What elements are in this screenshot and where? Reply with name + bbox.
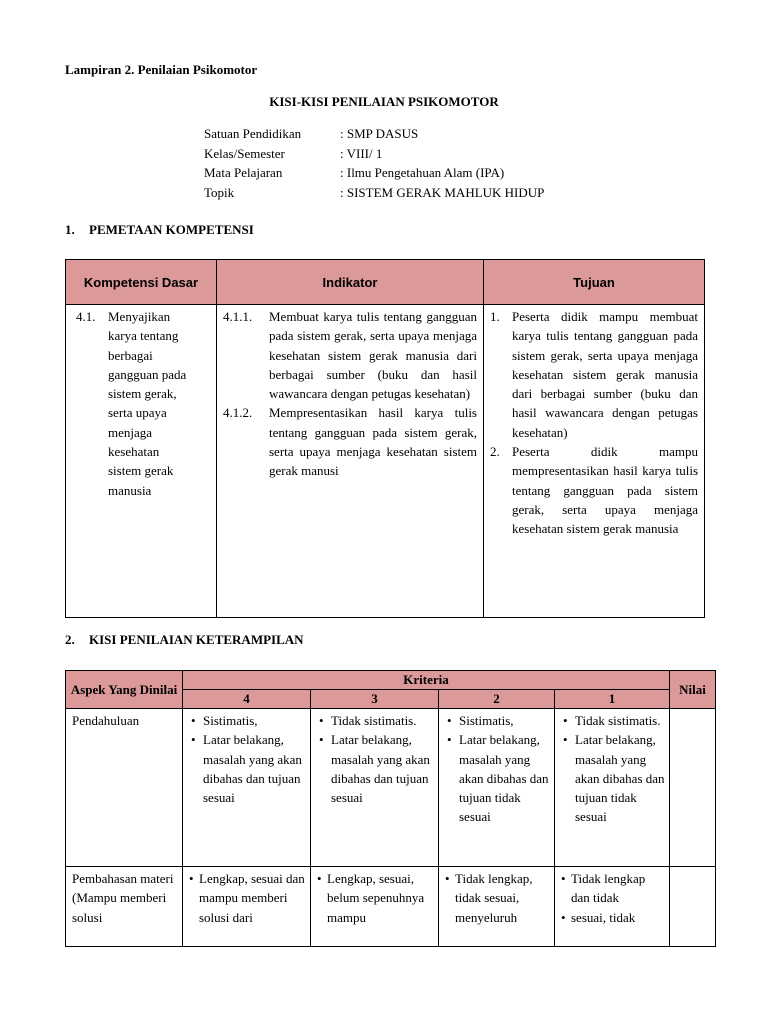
kd-line: kesehatan	[108, 444, 160, 460]
aspek-cell: Pembahasan materi (Mampu memberi solusi	[66, 867, 183, 947]
criteria-bullet: • sesuai, tidak	[559, 908, 665, 927]
criteria-bullet: • Lengkap, sesuai, belum sepenuhnya mampu	[315, 869, 434, 927]
header-score-3: 3	[311, 690, 439, 709]
kompetensi-dasar-cell	[66, 305, 217, 618]
meta-row	[204, 144, 544, 164]
kd-line: Menyajikan	[108, 309, 171, 324]
meta-key: Topik	[204, 184, 235, 200]
kd-line: karya tentang	[108, 328, 179, 344]
criteria-bullet: • Latar belakang, masalah yang akan dibahas dan tujuan sesuai	[315, 730, 434, 807]
nilai-cell	[670, 709, 716, 867]
header-aspek: Aspek Yang Dinilai	[66, 671, 183, 709]
meta-value: : VIII/ 1	[340, 145, 383, 161]
appendix-label: Lampiran 2. Penilaian Psikomotor	[65, 62, 258, 77]
section-number: 1.	[65, 222, 75, 237]
meta-row	[204, 163, 544, 183]
criteria-cell-4	[183, 867, 311, 947]
section-heading-2	[65, 632, 304, 648]
criteria-cell-3	[311, 867, 439, 947]
meta-key: Kelas/Semester	[204, 145, 285, 161]
nilai-cell	[670, 867, 716, 947]
indikator-item	[223, 403, 477, 480]
criteria-bullet: • Latar belakang, masalah yang akan dibahas dan tujuan tidak sesuai	[559, 730, 665, 826]
kd-number: 4.1.	[76, 309, 96, 324]
tujuan-text: Peserta didik mampu membuat karya tulis tentang gangguan pada sistem gerak, serta upaya menjaga kesehatan sistem gerak manusia dari berbagai sumber (buku dan hasil wawancara dengan petugas kesehatan)	[512, 309, 698, 440]
tujuan-item	[490, 307, 698, 442]
header-indikator: Indikator	[217, 260, 484, 305]
tujuan-number: 2.	[490, 444, 500, 460]
header-score-4: 4	[183, 690, 311, 709]
table-row	[66, 709, 716, 867]
kd-line: sistem gerak	[108, 463, 174, 479]
meta-key: Satuan Pendidikan	[204, 126, 302, 141]
meta-value: : Ilmu Pengetahuan Alam (IPA)	[340, 165, 505, 180]
tujuan-item	[490, 442, 698, 538]
section-title: KISI PENILAIAN KETERAMPILAN	[89, 632, 304, 647]
tujuan-cell	[484, 305, 705, 618]
meta-value: : SISTEM GERAK MAHLUK HIDUP	[340, 184, 545, 200]
header-tujuan: Tujuan	[484, 260, 705, 305]
criteria-bullet: • Sistimatis,	[187, 711, 306, 730]
criteria-cell-1	[555, 867, 670, 947]
section-number: 2.	[65, 632, 75, 647]
criteria-cell-2	[439, 709, 555, 867]
table-row	[66, 305, 705, 618]
indikator-number: 4.1.1.	[223, 309, 253, 324]
header-score-2: 2	[439, 690, 555, 709]
table-header-row	[66, 260, 705, 305]
kd-line: gangguan pada	[108, 366, 187, 382]
indikator-item	[223, 307, 477, 403]
meta-key: Mata Pelajaran	[204, 165, 283, 180]
skills-rubric-table	[65, 670, 716, 947]
indikator-cell	[217, 305, 484, 618]
indikator-text: Membuat karya tulis tentang gangguan pada sistem gerak, serta upaya menjaga kesehatan sistem gerak manusia dari berbagai sumber (buku dan hasil wawancara dengan petugas kesehatan)	[269, 309, 477, 402]
table-header-row	[66, 671, 716, 690]
meta-row	[204, 124, 544, 144]
competency-table	[65, 259, 705, 618]
indikator-text: Mempresentasikan hasil karya tulis tentang gangguan pada sistem gerak, serta upaya menjaga kesehatan sistem gerak manusi	[269, 405, 477, 479]
tujuan-number: 1.	[490, 309, 500, 324]
criteria-bullet: • Tidak sistimatis.	[315, 711, 434, 730]
criteria-cell-2	[439, 867, 555, 947]
section-heading-1	[65, 222, 254, 238]
criteria-bullet: • Latar belakang, masalah yang akan dibahas dan tujuan tidak sesuai	[443, 730, 550, 826]
kd-line: berbagai	[108, 347, 153, 363]
meta-row	[204, 183, 544, 203]
aspek-cell: Pendahuluan	[66, 709, 183, 867]
criteria-bullet: • Latar belakang, masalah yang akan dibahas dan tujuan sesuai	[187, 730, 306, 807]
criteria-bullet: • Sistimatis,	[443, 711, 550, 730]
kd-line: menjaga	[108, 424, 153, 440]
criteria-bullet: • Lengkap, sesuai dan mampu memberi solusi dari	[187, 869, 306, 927]
criteria-bullet: • Tidak lengkap dan tidak	[559, 869, 665, 908]
section-title: PEMETAAN KOMPETENSI	[89, 222, 254, 237]
criteria-cell-4	[183, 709, 311, 867]
criteria-cell-3	[311, 709, 439, 867]
meta-value: : SMP DASUS	[340, 126, 419, 141]
kd-line: sistem gerak,	[108, 386, 177, 402]
tujuan-text: Peserta didik mampu mempresentasikan hasil karya tulis tentang gangguan pada sistem gerak, serta upaya menjaga kesehatan sistem gerak manusia	[512, 444, 698, 537]
kd-line: manusia	[108, 482, 152, 498]
document-title: KISI-KISI PENILAIAN PSIKOMOTOR	[269, 94, 499, 109]
criteria-bullet: • Tidak lengkap, tidak sesuai, menyeluruh	[443, 869, 550, 927]
metadata-block	[204, 124, 544, 202]
criteria-cell-1	[555, 709, 670, 867]
header-score-1: 1	[555, 690, 670, 709]
header-kriteria: Kriteria	[183, 671, 670, 690]
kd-line: serta upaya	[108, 405, 167, 421]
table-row	[66, 867, 716, 947]
header-kompetensi-dasar: Kompetensi Dasar	[66, 260, 217, 305]
criteria-bullet: • Tidak sistimatis.	[559, 711, 665, 730]
header-nilai: Nilai	[670, 671, 716, 709]
indikator-number: 4.1.2.	[223, 405, 253, 421]
